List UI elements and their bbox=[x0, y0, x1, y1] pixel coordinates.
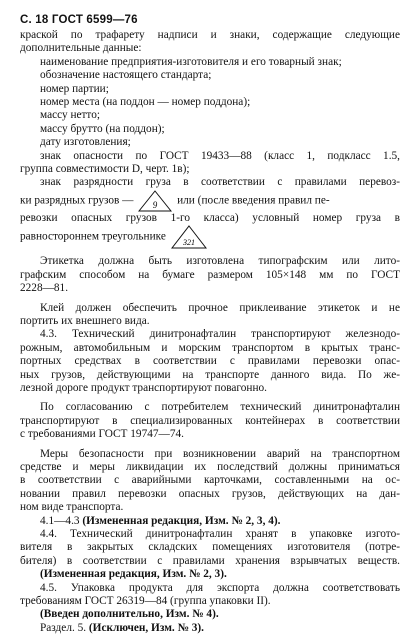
text-line: наименование предприятия-изготовителя и его товарный знак; bbox=[40, 55, 342, 68]
text-fragment: Раздел. 5. bbox=[40, 621, 87, 634]
text-line: новании правил перевозки опасных грузов, действующих на дан- bbox=[20, 487, 400, 500]
text-line: краской по трафарету надписи и знаки, содержащие следующие bbox=[20, 29, 400, 41]
text-line: знак разрядности груза в соответствии с правилами перевоз- bbox=[40, 176, 400, 189]
text-fragment: 4.1—4.3 bbox=[40, 514, 80, 527]
text-line: 4.3. Технический динитронафталин транспортируют железнодо- bbox=[40, 328, 400, 341]
triangle-sign-small bbox=[138, 190, 172, 212]
text-line: средстве и меры ликвидации их последствий должны приниматься bbox=[20, 460, 400, 473]
page-header: С. 18 ГОСТ 6599—76 bbox=[20, 14, 138, 26]
text-line: требованиям ГОСТ 26319—84 (группа упаковки II). bbox=[20, 595, 271, 608]
text-line: с требованиями ГОСТ 19747—74. bbox=[20, 428, 184, 441]
text-line: знак опасности по ГОСТ 19433—88 (класс 1, подкласс 1.5, bbox=[40, 149, 400, 162]
text-line: ревозки опасных грузов 1-го класса) условный номер груза в bbox=[20, 211, 400, 224]
text-line: ных грузов, действующими на транспорте данного вида. По же- bbox=[20, 368, 400, 381]
text-line: дату изготовления; bbox=[40, 136, 131, 149]
text-line: массу брутто (на поддон); bbox=[40, 122, 165, 135]
text-line: графским способом на бумаге размером 105×148 мм по ГОСТ bbox=[20, 268, 400, 281]
text-line: рожным, автомобильным и морским транспортом в крытых транс- bbox=[20, 341, 400, 354]
text-line: бителя) в соответствии с правилами хранения взрывчатых веществ. bbox=[20, 554, 400, 567]
triangle-sign-large-label: 321 bbox=[182, 238, 195, 248]
text-line: Меры безопасности при возникновении аварий на транспортном bbox=[40, 447, 400, 460]
text-line: По согласованию с потребителем технический динитронафталин bbox=[40, 401, 400, 414]
amendment-note: (Измененная редакция, Изм. № 2, 3). bbox=[40, 568, 227, 581]
text-line: номер партии; bbox=[40, 82, 109, 95]
triangle-sign-small-label: 9 bbox=[153, 199, 158, 210]
text-line: портных средствах в соответствии с правилами перевозки опас- bbox=[20, 355, 400, 368]
text-line: группа совместимости D, черт. 1в); bbox=[20, 163, 190, 176]
text-line-with-triangle bbox=[20, 225, 400, 249]
triangle-sign-large bbox=[171, 225, 207, 249]
text-line: 4.4. Технический динитронафталин хранят в упаковке изгото- bbox=[40, 528, 400, 540]
text-fragment: или (после введения правил пе- bbox=[177, 194, 330, 207]
text-line: в соответствии с аварийными карточками, составленными на ос- bbox=[20, 474, 400, 487]
amendment-note: (Измененная редакция, Изм. № 2, 3, 4). bbox=[82, 514, 281, 527]
text-line: дополнительные данные: bbox=[20, 42, 142, 55]
text-line: лезной дороге продукт транспортируют повагонно. bbox=[20, 381, 267, 394]
text-fragment: равностороннем треугольнике bbox=[20, 230, 166, 243]
text-line: портить их внешнего вида. bbox=[20, 314, 150, 327]
text-line: вителя в закрытых складских помещениях изготовителя (потре- bbox=[20, 541, 400, 554]
amendment-line bbox=[20, 515, 400, 528]
text-line: 2228—81. bbox=[20, 282, 69, 295]
text-line: массу нетто; bbox=[40, 109, 101, 122]
text-line-with-triangle bbox=[20, 190, 400, 212]
document-page bbox=[20, 14, 400, 635]
amendment-note: (Введен дополнительно, Изм. № 4). bbox=[40, 608, 219, 621]
text-line: транспортируют в специализированных контейнерах в соответствии bbox=[20, 414, 400, 427]
amendment-note: (Исключен, Изм. № 3). bbox=[88, 621, 204, 634]
text-line: номер места (на поддон — номер поддона); bbox=[40, 96, 251, 109]
text-line: 4.5. Упаковка продукта для экспорта должна соответствовать bbox=[40, 581, 400, 594]
text-line: обозначение настоящего стандарта; bbox=[40, 69, 212, 82]
text-line: Этикетка должна быть изготовлена типографским или лито- bbox=[40, 255, 400, 268]
text-fragment: ки разрядных грузов — bbox=[20, 194, 134, 207]
text-line: ном виде транспорта. bbox=[20, 501, 124, 514]
text-line: Клей должен обеспечить прочное приклеивание этикеток и не bbox=[40, 301, 400, 314]
